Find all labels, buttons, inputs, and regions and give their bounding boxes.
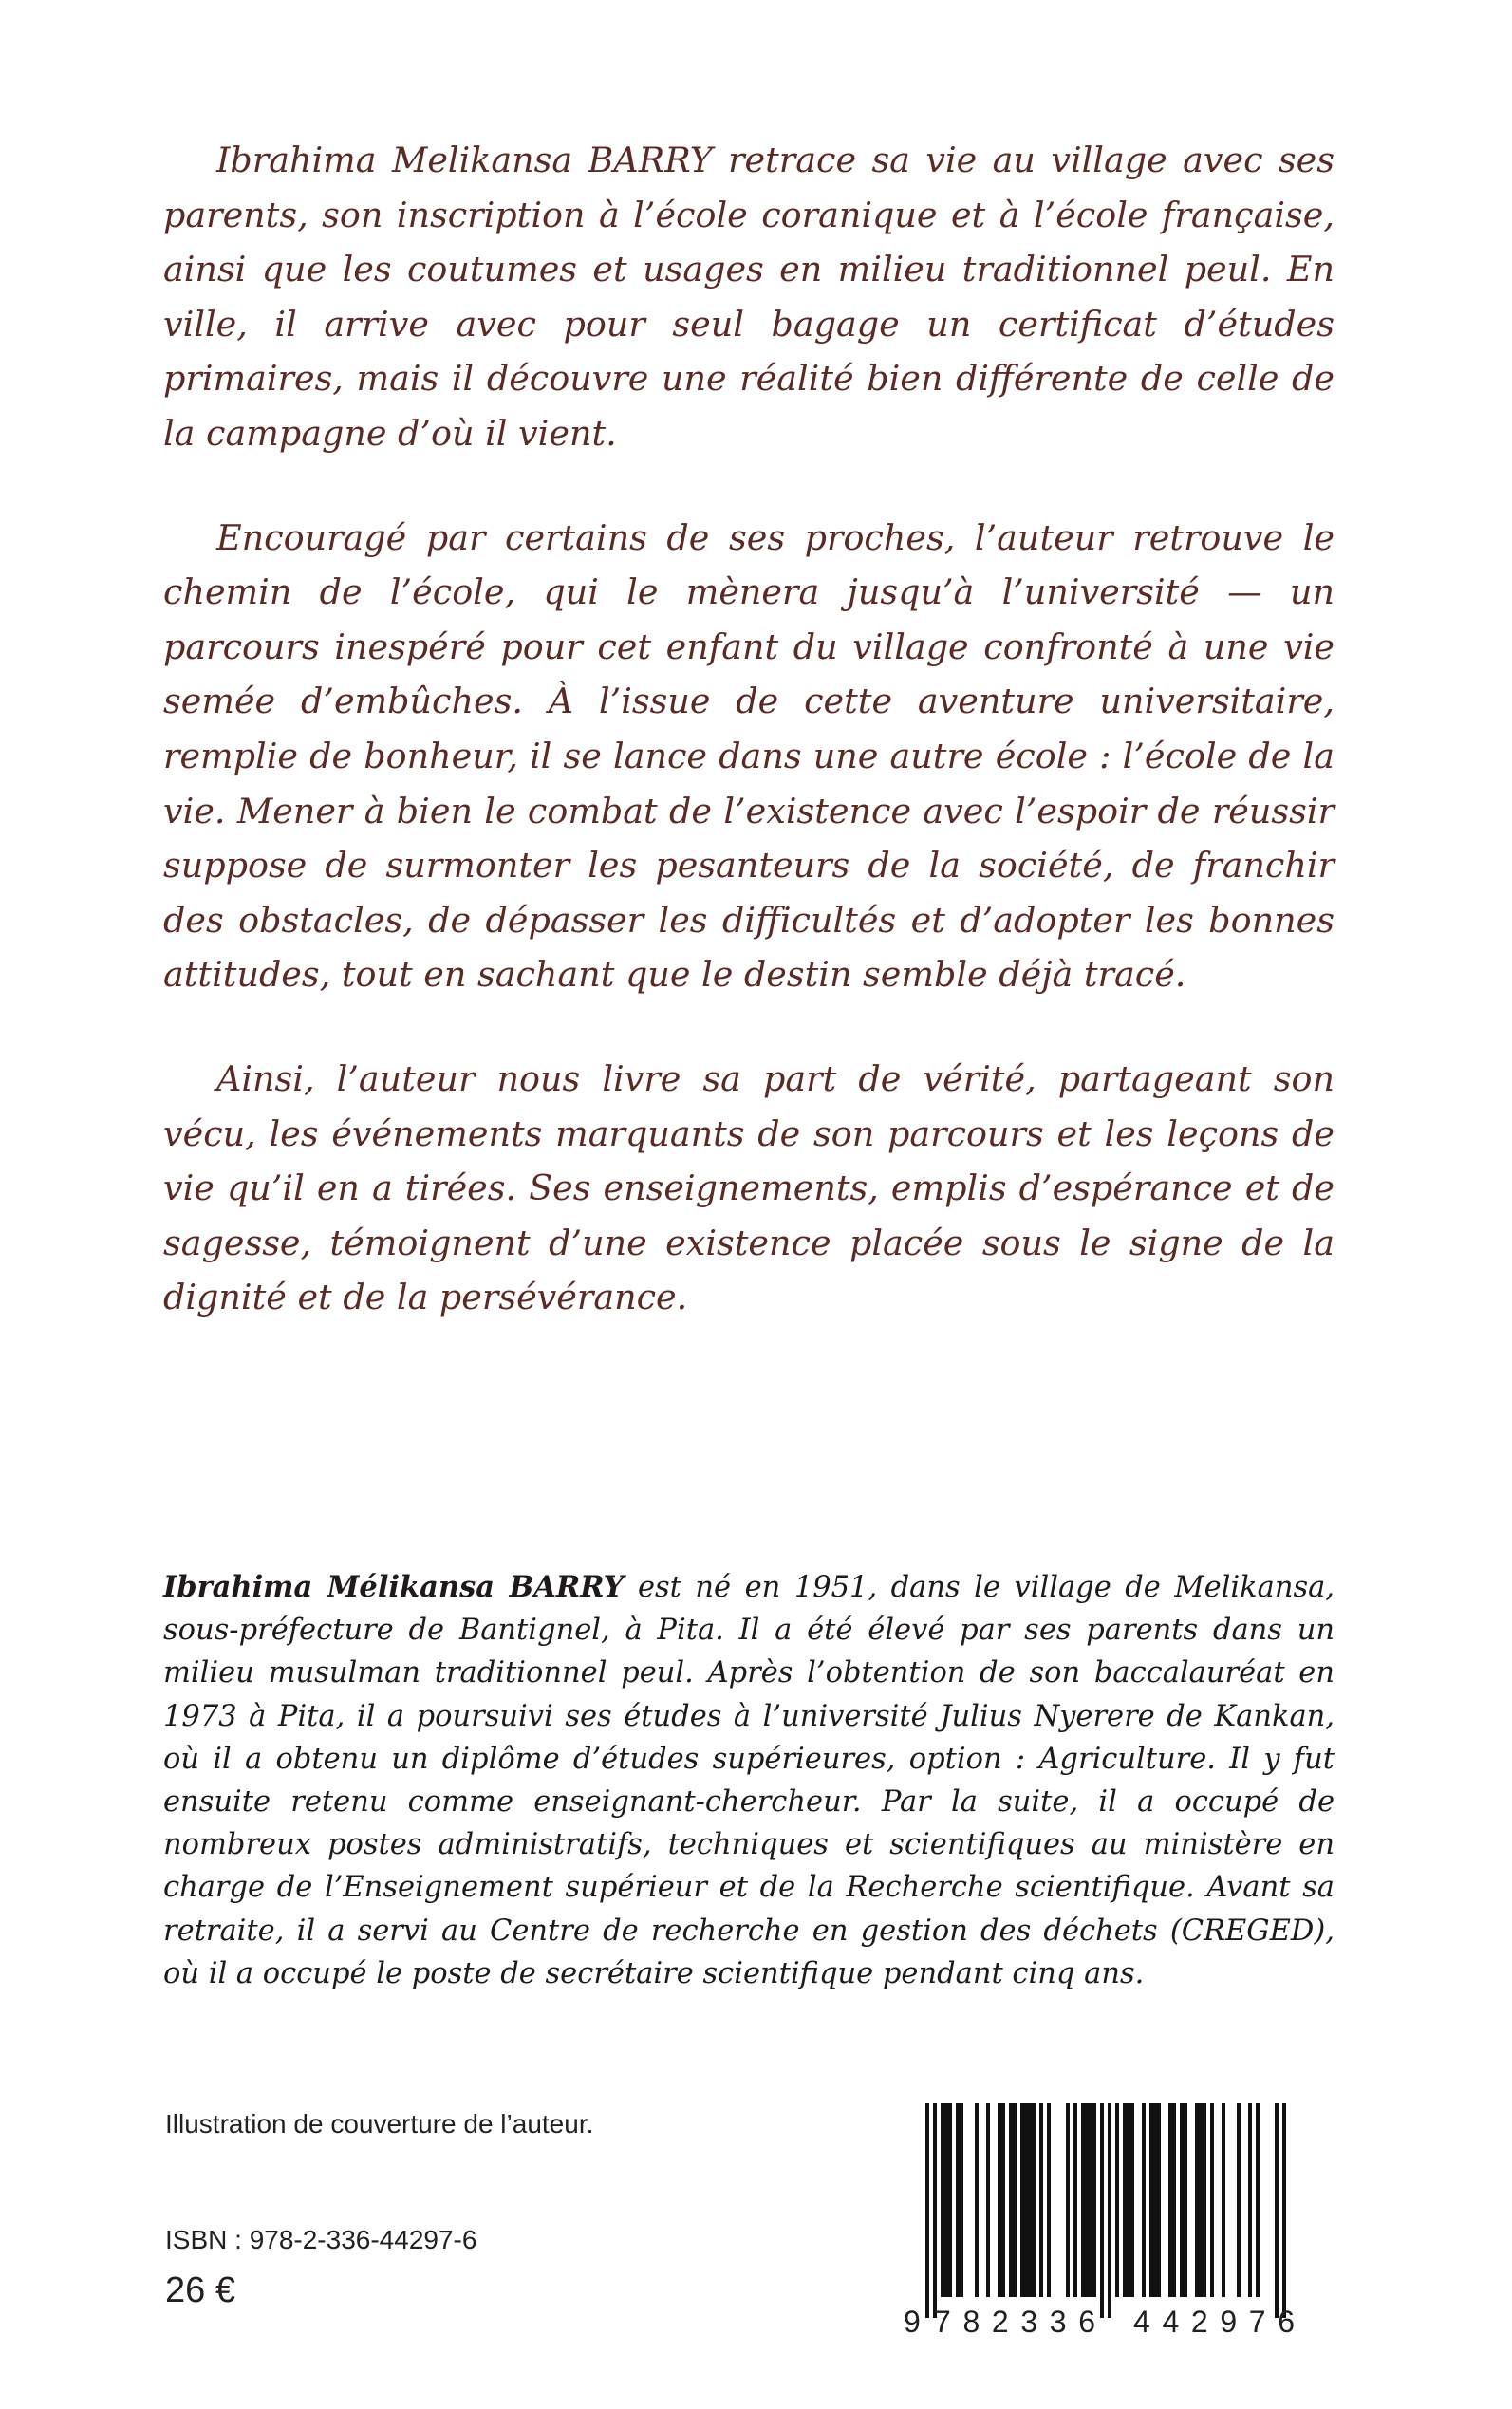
barcode-bar-39 xyxy=(1195,2103,1199,2297)
barcode-graphic xyxy=(894,2098,1336,2337)
barcode-bar-36 xyxy=(1172,2103,1176,2297)
back-cover-summary xyxy=(163,133,1335,1374)
barcode-bar-4 xyxy=(948,2103,952,2297)
biography-body: est né en 1951, dans le village de Melikansa, sous-préfecture de Bantignel, à Pita. Il a été élevé par ses parents dans un milieu musulman traditionnel peul. Après l’obtention de son baccalauréat en 1973 à Pita, il a poursuivi ses études à l’université Julius Nyerere de Kankan, où il a obtenu un diplôme d’études supérieures, option : Agriculture. Il y fut ensuite retenu comme enseignant-chercheur. Par la suite, il a occupé de nombreux postes administratifs, techniques et scientifiques au ministère en charge de l’Enseignement supérieur et de la Recherche scientifique. Avant sa retraite, il a servi au Centre de recherche en gestion des déchets (CREGED), où il a occupé le poste de secrétaire scientifique pendant cinq ans. xyxy=(163,1571,1335,1990)
barcode-left-digits: 782336 xyxy=(934,2305,1095,2337)
barcode-bar-10 xyxy=(1001,2103,1005,2297)
barcode-bar-29 xyxy=(1127,2103,1130,2297)
summary-paragraph-2: Encouragé par certains de ses proches, l’auteur retrouve le chemin de l’école, qui le mènera jusqu’à l’université — un parcours inespéré pour cet enfant du village confronté à une vie semée d’embûches. À l’issue de cette aventure universitaire, remplie de bonheur, il se lance dans une autre école : l’école de la vie. Mener à bien le combat de l’existence avec l’espoir de réussir suppose de surmonter les pesanteurs de la société, de franchir des obstacles, de dépasser les difficultés et d’adopter les bonnes attitudes, tout en sachant que le destin semble déjà tracé. xyxy=(163,516,1335,996)
barcode-bar-37 xyxy=(1180,2103,1184,2297)
barcode-bar-44 xyxy=(1237,2103,1241,2297)
barcode-bar-1 xyxy=(933,2103,937,2318)
barcode-bar-32 xyxy=(1149,2103,1153,2297)
barcode-bar-26 xyxy=(1108,2103,1111,2318)
barcode-bar-18 xyxy=(1047,2103,1051,2297)
barcode-bar-22 xyxy=(1085,2103,1089,2297)
barcode-bar-31 xyxy=(1142,2103,1146,2297)
barcode-bar-25 xyxy=(1100,2103,1104,2318)
barcode-bar-17 xyxy=(1039,2103,1043,2297)
barcode-leading-digit: 9 xyxy=(904,2305,921,2337)
isbn-barcode xyxy=(894,2098,1336,2337)
cover-illustration-credit: Illustration de couverture de l’auteur. xyxy=(165,2109,594,2138)
barcode-bar-48 xyxy=(1282,2103,1286,2318)
barcode-bar-3 xyxy=(944,2103,948,2297)
author-biography xyxy=(163,1566,1335,1995)
barcode-bar-43 xyxy=(1222,2103,1225,2297)
author-biography-text xyxy=(163,1566,1335,1995)
barcode-bar-12 xyxy=(1013,2103,1017,2297)
barcode-bar-15 xyxy=(1028,2103,1032,2297)
barcode-bars xyxy=(925,2103,1286,2318)
barcode-bar-34 xyxy=(1157,2103,1161,2297)
barcode-bar-16 xyxy=(1032,2103,1036,2297)
barcode-bar-30 xyxy=(1130,2103,1134,2297)
barcode-right-digits: 442976 xyxy=(1133,2305,1295,2337)
barcode-bar-21 xyxy=(1081,2103,1085,2297)
barcode-bar-19 xyxy=(1066,2103,1070,2297)
barcode-bar-20 xyxy=(1073,2103,1077,2297)
barcode-bar-0 xyxy=(925,2103,929,2318)
barcode-bar-27 xyxy=(1115,2103,1119,2297)
barcode-bar-47 xyxy=(1275,2103,1279,2318)
barcode-bar-13 xyxy=(1020,2103,1024,2297)
author-name: Ibrahima Mélikansa BARRY xyxy=(163,1570,625,1604)
barcode-bar-35 xyxy=(1168,2103,1172,2297)
barcode-bar-5 xyxy=(956,2103,960,2297)
book-price: 26 € xyxy=(165,2270,235,2310)
barcode-bar-6 xyxy=(960,2103,963,2297)
barcode-bar-42 xyxy=(1210,2103,1214,2297)
barcode-bar-41 xyxy=(1203,2103,1206,2297)
barcode-bar-7 xyxy=(975,2103,979,2297)
barcode-bar-33 xyxy=(1153,2103,1157,2297)
barcode-bar-9 xyxy=(998,2103,1001,2297)
barcode-bar-14 xyxy=(1024,2103,1028,2297)
barcode-bar-45 xyxy=(1248,2103,1252,2297)
barcode-bar-2 xyxy=(941,2103,944,2297)
isbn-number: ISBN : 978-2-336-44297-6 xyxy=(165,2225,477,2254)
barcode-bar-11 xyxy=(1009,2103,1013,2297)
barcode-bar-8 xyxy=(986,2103,990,2297)
barcode-bar-38 xyxy=(1184,2103,1187,2297)
summary-paragraph-3: Ainsi, l’auteur nous livre sa part de vérité, partageant son vécu, les événements marquants de son parcours et les leçons de vie qu’il en a tirées. Ses enseignements, emplis d’espérance et de sagesse, témoignent d’une existence placée sous le signe de la dignité et de la persévérance. xyxy=(163,1057,1335,1318)
barcode-bar-40 xyxy=(1199,2103,1203,2297)
summary-paragraph-1: Ibrahima Melikansa BARRY retrace sa vie au village avec ses parents, son inscription à l’école coranique et à l’école française, ainsi que les coutumes et usages en milieu traditionnel peul. En ville, il arrive avec pour seul bagage un certificat d’études primaires, mais il découvre une réalité bien différente de celle de la campagne d’où il vient. xyxy=(163,140,1335,454)
barcode-bar-46 xyxy=(1256,2103,1260,2297)
barcode-bar-23 xyxy=(1089,2103,1092,2297)
barcode-bar-24 xyxy=(1092,2103,1096,2297)
barcode-bar-28 xyxy=(1123,2103,1127,2297)
